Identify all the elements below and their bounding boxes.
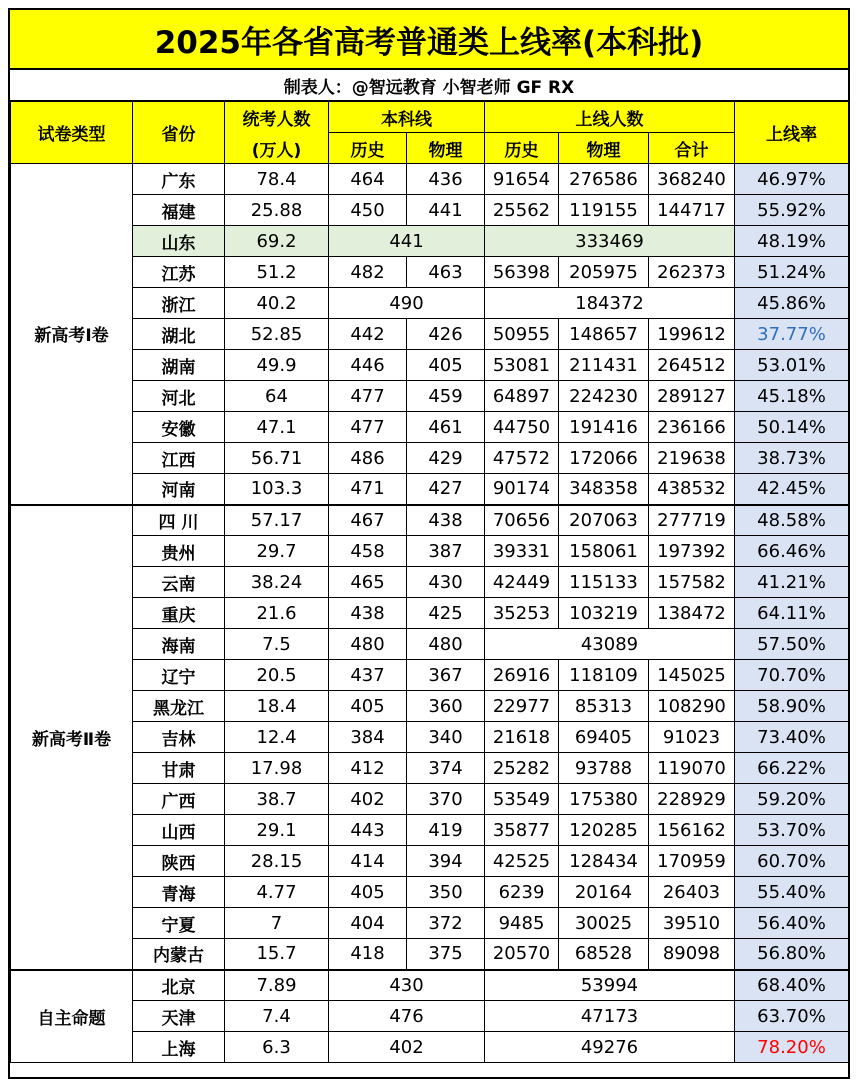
- table-row: [11, 381, 849, 412]
- rate-cell: 66.46%: [735, 536, 849, 567]
- exam-count-cell: 47.1: [225, 412, 329, 443]
- cutoff-history-cell: 464: [329, 164, 407, 195]
- cutoff-history-cell: 450: [329, 195, 407, 226]
- passed-history-cell: 21618: [485, 722, 559, 753]
- passed-history-cell: 53081: [485, 350, 559, 381]
- passed-physics-cell: 348358: [559, 474, 649, 505]
- rate-cell: 68.40%: [735, 970, 849, 1001]
- passed-history-cell: 35253: [485, 598, 559, 629]
- passed-physics-cell: 69405: [559, 722, 649, 753]
- header-province: 省份: [133, 102, 225, 164]
- header-cutoff: 本科线: [329, 102, 485, 133]
- passed-history-cell: 56398: [485, 257, 559, 288]
- cutoff-physics-cell: 426: [407, 319, 485, 350]
- passed-history-cell: 64897: [485, 381, 559, 412]
- exam-count-cell: 52.85: [225, 319, 329, 350]
- rate-cell: 55.40%: [735, 877, 849, 908]
- passed-physics-cell: 191416: [559, 412, 649, 443]
- cutoff-history-cell: 467: [329, 505, 407, 536]
- exam-count-cell: 12.4: [225, 722, 329, 753]
- rate-cell: 59.20%: [735, 784, 849, 815]
- passed-total-cell: 138472: [649, 598, 735, 629]
- passed-physics-cell: 119155: [559, 195, 649, 226]
- header-exam-count-line1: 统考人数: [242, 109, 311, 130]
- province-cell: 黑龙江: [133, 691, 225, 722]
- table-row: [11, 660, 849, 691]
- cutoff-merged-cell: 476: [329, 1001, 485, 1032]
- cutoff-physics-cell: 461: [407, 412, 485, 443]
- rate-cell: 56.80%: [735, 939, 849, 970]
- cutoff-physics-cell: 459: [407, 381, 485, 412]
- cutoff-history-cell: 412: [329, 753, 407, 784]
- table-row: [11, 164, 849, 195]
- passed-physics-cell: 205975: [559, 257, 649, 288]
- cutoff-history-cell: 405: [329, 691, 407, 722]
- header-rate: 上线率: [735, 102, 849, 164]
- passed-total-cell: 219638: [649, 443, 735, 474]
- passed-history-cell: 91654: [485, 164, 559, 195]
- passed-total-cell: 156162: [649, 815, 735, 846]
- cutoff-physics-cell: 374: [407, 753, 485, 784]
- exam-count-cell: 21.6: [225, 598, 329, 629]
- cutoff-physics-cell: 375: [407, 939, 485, 970]
- province-cell: 山西: [133, 815, 225, 846]
- cutoff-physics-cell: 429: [407, 443, 485, 474]
- passed-history-cell: 6239: [485, 877, 559, 908]
- cutoff-physics-cell: 480: [407, 629, 485, 660]
- rate-cell: 55.92%: [735, 195, 849, 226]
- province-cell: 青海: [133, 877, 225, 908]
- rate-cell: 56.40%: [735, 908, 849, 939]
- table-row: [11, 629, 849, 660]
- passed-physics-cell: 30025: [559, 908, 649, 939]
- table-row: [11, 536, 849, 567]
- table-row: [11, 443, 849, 474]
- passed-total-cell: 170959: [649, 846, 735, 877]
- rate-cell: 78.20%: [735, 1032, 849, 1063]
- rate-cell: 51.24%: [735, 257, 849, 288]
- exam-count-cell: 40.2: [225, 288, 329, 319]
- table-row: [11, 846, 849, 877]
- passed-history-cell: 25282: [485, 753, 559, 784]
- exam-count-cell: 64: [225, 381, 329, 412]
- table-row: [11, 908, 849, 939]
- cutoff-history-cell: 477: [329, 412, 407, 443]
- cutoff-history-cell: 458: [329, 536, 407, 567]
- rate-cell: 50.14%: [735, 412, 849, 443]
- rate-cell: 37.77%: [735, 319, 849, 350]
- exam-count-cell: 7.89: [225, 970, 329, 1001]
- passed-total-cell: 119070: [649, 753, 735, 784]
- table-row: [11, 1001, 849, 1032]
- province-cell: 浙江: [133, 288, 225, 319]
- passed-physics-cell: 148657: [559, 319, 649, 350]
- table-row: [11, 970, 849, 1001]
- rate-cell: 53.01%: [735, 350, 849, 381]
- passed-history-cell: 22977: [485, 691, 559, 722]
- cutoff-history-cell: 442: [329, 319, 407, 350]
- passed-total-cell: 236166: [649, 412, 735, 443]
- cutoff-physics-cell: 372: [407, 908, 485, 939]
- header-passed-physics: 物理: [559, 133, 649, 164]
- province-cell: 云南: [133, 567, 225, 598]
- province-cell: 内蒙古: [133, 939, 225, 970]
- passed-total-cell: 199612: [649, 319, 735, 350]
- passed-physics-cell: 20164: [559, 877, 649, 908]
- province-cell: 山东: [133, 226, 225, 257]
- passed-total-cell: 197392: [649, 536, 735, 567]
- rate-cell: 73.40%: [735, 722, 849, 753]
- table-row: [11, 288, 849, 319]
- header-passed-total: 合计: [649, 133, 735, 164]
- admission-rate-table: [10, 101, 849, 1063]
- cutoff-history-cell: 405: [329, 877, 407, 908]
- passed-physics-cell: 211431: [559, 350, 649, 381]
- province-cell: 湖南: [133, 350, 225, 381]
- passed-history-cell: 42525: [485, 846, 559, 877]
- passed-total-cell: 144717: [649, 195, 735, 226]
- passed-total-cell: 262373: [649, 257, 735, 288]
- passed-history-cell: 20570: [485, 939, 559, 970]
- province-cell: 辽宁: [133, 660, 225, 691]
- cutoff-history-cell: 384: [329, 722, 407, 753]
- rate-cell: 58.90%: [735, 691, 849, 722]
- table-row: [11, 257, 849, 288]
- exam-count-cell: 38.24: [225, 567, 329, 598]
- province-cell: 陕西: [133, 846, 225, 877]
- exam-count-cell: 38.7: [225, 784, 329, 815]
- exam-count-cell: 15.7: [225, 939, 329, 970]
- table-row: [11, 412, 849, 443]
- passed-history-cell: 42449: [485, 567, 559, 598]
- province-cell: 福建: [133, 195, 225, 226]
- province-cell: 天津: [133, 1001, 225, 1032]
- passed-physics-cell: 172066: [559, 443, 649, 474]
- cutoff-physics-cell: 419: [407, 815, 485, 846]
- passed-physics-cell: 85313: [559, 691, 649, 722]
- passed-total-cell: 26403: [649, 877, 735, 908]
- passed-merged-cell: 184372: [485, 288, 735, 319]
- rate-cell: 57.50%: [735, 629, 849, 660]
- passed-history-cell: 70656: [485, 505, 559, 536]
- author-line: 制表人：@智远教育 小智老师 GF RX: [10, 70, 848, 101]
- cutoff-history-cell: 477: [329, 381, 407, 412]
- table-row: [11, 226, 849, 257]
- passed-total-cell: 145025: [649, 660, 735, 691]
- passed-physics-cell: 128434: [559, 846, 649, 877]
- header-type: 试卷类型: [11, 102, 133, 164]
- province-cell: 北京: [133, 970, 225, 1001]
- province-cell: 宁夏: [133, 908, 225, 939]
- province-cell: 甘肃: [133, 753, 225, 784]
- cutoff-physics-cell: 405: [407, 350, 485, 381]
- cutoff-physics-cell: 425: [407, 598, 485, 629]
- passed-total-cell: 108290: [649, 691, 735, 722]
- passed-merged-cell: 47173: [485, 1001, 735, 1032]
- cutoff-physics-cell: 427: [407, 474, 485, 505]
- rate-cell: 53.70%: [735, 815, 849, 846]
- cutoff-merged-cell: 402: [329, 1032, 485, 1063]
- cutoff-history-cell: 480: [329, 629, 407, 660]
- header-passed: 上线人数: [485, 102, 735, 133]
- passed-total-cell: 368240: [649, 164, 735, 195]
- rate-cell: 66.22%: [735, 753, 849, 784]
- cutoff-history-cell: 404: [329, 908, 407, 939]
- passed-total-cell: 289127: [649, 381, 735, 412]
- passed-total-cell: 157582: [649, 567, 735, 598]
- province-cell: 重庆: [133, 598, 225, 629]
- passed-physics-cell: 120285: [559, 815, 649, 846]
- exam-count-cell: 7.5: [225, 629, 329, 660]
- province-cell: 贵州: [133, 536, 225, 567]
- passed-history-cell: 90174: [485, 474, 559, 505]
- passed-physics-cell: 93788: [559, 753, 649, 784]
- rate-cell: 63.70%: [735, 1001, 849, 1032]
- exam-count-cell: 25.88: [225, 195, 329, 226]
- province-cell: 江苏: [133, 257, 225, 288]
- table-row: [11, 195, 849, 226]
- exam-count-cell: 7.4: [225, 1001, 329, 1032]
- table-row: [11, 815, 849, 846]
- passed-history-cell: 39331: [485, 536, 559, 567]
- rate-cell: 46.97%: [735, 164, 849, 195]
- passed-total-cell: 91023: [649, 722, 735, 753]
- passed-history-cell: 50955: [485, 319, 559, 350]
- table-body: [11, 164, 849, 1063]
- header-cutoff-physics: 物理: [407, 133, 485, 164]
- passed-history-cell: 47572: [485, 443, 559, 474]
- cutoff-merged-cell: 441: [329, 226, 485, 257]
- header-passed-history: 历史: [485, 133, 559, 164]
- table-row: [11, 567, 849, 598]
- cutoff-physics-cell: 441: [407, 195, 485, 226]
- exam-count-cell: 7: [225, 908, 329, 939]
- exam-count-cell: 56.71: [225, 443, 329, 474]
- passed-merged-cell: 53994: [485, 970, 735, 1001]
- exam-count-cell: 20.5: [225, 660, 329, 691]
- passed-total-cell: 277719: [649, 505, 735, 536]
- cutoff-physics-cell: 387: [407, 536, 485, 567]
- table-row: [11, 350, 849, 381]
- passed-total-cell: 438532: [649, 474, 735, 505]
- exam-count-cell: 29.1: [225, 815, 329, 846]
- exam-count-cell: 17.98: [225, 753, 329, 784]
- exam-count-cell: 103.3: [225, 474, 329, 505]
- rate-cell: 38.73%: [735, 443, 849, 474]
- rate-cell: 48.19%: [735, 226, 849, 257]
- cutoff-history-cell: 414: [329, 846, 407, 877]
- group-label: 新高考Ⅱ卷: [11, 505, 133, 970]
- passed-physics-cell: 118109: [559, 660, 649, 691]
- cutoff-physics-cell: 340: [407, 722, 485, 753]
- passed-physics-cell: 158061: [559, 536, 649, 567]
- cutoff-history-cell: 486: [329, 443, 407, 474]
- exam-count-cell: 4.77: [225, 877, 329, 908]
- passed-merged-cell: 43089: [485, 629, 735, 660]
- cutoff-history-cell: 446: [329, 350, 407, 381]
- rate-cell: 42.45%: [735, 474, 849, 505]
- cutoff-physics-cell: 350: [407, 877, 485, 908]
- rate-cell: 60.70%: [735, 846, 849, 877]
- province-cell: 河北: [133, 381, 225, 412]
- passed-physics-cell: 115133: [559, 567, 649, 598]
- table-row: [11, 598, 849, 629]
- cutoff-history-cell: 465: [329, 567, 407, 598]
- cutoff-physics-cell: 438: [407, 505, 485, 536]
- header-exam-count-line2: (万人): [251, 140, 302, 161]
- passed-history-cell: 25562: [485, 195, 559, 226]
- exam-count-cell: 51.2: [225, 257, 329, 288]
- province-cell: 上海: [133, 1032, 225, 1063]
- passed-physics-cell: 68528: [559, 939, 649, 970]
- rate-cell: 45.18%: [735, 381, 849, 412]
- exam-count-cell: 18.4: [225, 691, 329, 722]
- province-cell: 湖北: [133, 319, 225, 350]
- passed-merged-cell: 333469: [485, 226, 735, 257]
- cutoff-physics-cell: 367: [407, 660, 485, 691]
- rate-cell: 48.58%: [735, 505, 849, 536]
- passed-history-cell: 26916: [485, 660, 559, 691]
- exam-count-cell: 57.17: [225, 505, 329, 536]
- exam-count-cell: 6.3: [225, 1032, 329, 1063]
- table-row: [11, 784, 849, 815]
- cutoff-physics-cell: 394: [407, 846, 485, 877]
- table-row: [11, 691, 849, 722]
- table-row: [11, 722, 849, 753]
- cutoff-history-cell: 418: [329, 939, 407, 970]
- passed-physics-cell: 103219: [559, 598, 649, 629]
- table-row: [11, 939, 849, 970]
- exam-count-cell: 49.9: [225, 350, 329, 381]
- passed-history-cell: 35877: [485, 815, 559, 846]
- rate-cell: 64.11%: [735, 598, 849, 629]
- cutoff-history-cell: 471: [329, 474, 407, 505]
- cutoff-physics-cell: 436: [407, 164, 485, 195]
- passed-physics-cell: 175380: [559, 784, 649, 815]
- table-row: [11, 474, 849, 505]
- province-cell: 江西: [133, 443, 225, 474]
- province-cell: 广东: [133, 164, 225, 195]
- passed-physics-cell: 207063: [559, 505, 649, 536]
- header-cutoff-history: 历史: [329, 133, 407, 164]
- passed-total-cell: 228929: [649, 784, 735, 815]
- passed-total-cell: 264512: [649, 350, 735, 381]
- page-title: 2025年各省高考普通类上线率(本科批): [10, 10, 848, 70]
- rate-cell: 70.70%: [735, 660, 849, 691]
- province-cell: 河南: [133, 474, 225, 505]
- exam-count-cell: 29.7: [225, 536, 329, 567]
- province-cell: 四 川: [133, 505, 225, 536]
- cutoff-history-cell: 438: [329, 598, 407, 629]
- cutoff-physics-cell: 370: [407, 784, 485, 815]
- group-label: 新高考I卷: [11, 164, 133, 505]
- rate-cell: 45.86%: [735, 288, 849, 319]
- province-cell: 海南: [133, 629, 225, 660]
- header-exam-count: [225, 102, 329, 164]
- cutoff-merged-cell: 490: [329, 288, 485, 319]
- cutoff-physics-cell: 360: [407, 691, 485, 722]
- province-cell: 吉林: [133, 722, 225, 753]
- group-label: 自主命题: [11, 970, 133, 1063]
- cutoff-physics-cell: 463: [407, 257, 485, 288]
- province-cell: 广西: [133, 784, 225, 815]
- passed-physics-cell: 224230: [559, 381, 649, 412]
- passed-history-cell: 9485: [485, 908, 559, 939]
- table-row: [11, 319, 849, 350]
- cutoff-physics-cell: 430: [407, 567, 485, 598]
- passed-total-cell: 89098: [649, 939, 735, 970]
- passed-physics-cell: 276586: [559, 164, 649, 195]
- cutoff-merged-cell: 430: [329, 970, 485, 1001]
- passed-total-cell: 39510: [649, 908, 735, 939]
- cutoff-history-cell: 437: [329, 660, 407, 691]
- exam-count-cell: 78.4: [225, 164, 329, 195]
- cutoff-history-cell: 443: [329, 815, 407, 846]
- passed-merged-cell: 49276: [485, 1032, 735, 1063]
- table-row: [11, 505, 849, 536]
- passed-history-cell: 53549: [485, 784, 559, 815]
- cutoff-history-cell: 402: [329, 784, 407, 815]
- table-row: [11, 1032, 849, 1063]
- cutoff-history-cell: 482: [329, 257, 407, 288]
- province-cell: 安徽: [133, 412, 225, 443]
- table-row: [11, 877, 849, 908]
- passed-history-cell: 44750: [485, 412, 559, 443]
- table-row: [11, 753, 849, 784]
- rate-cell: 41.21%: [735, 567, 849, 598]
- exam-count-cell: 69.2: [225, 226, 329, 257]
- exam-count-cell: 28.15: [225, 846, 329, 877]
